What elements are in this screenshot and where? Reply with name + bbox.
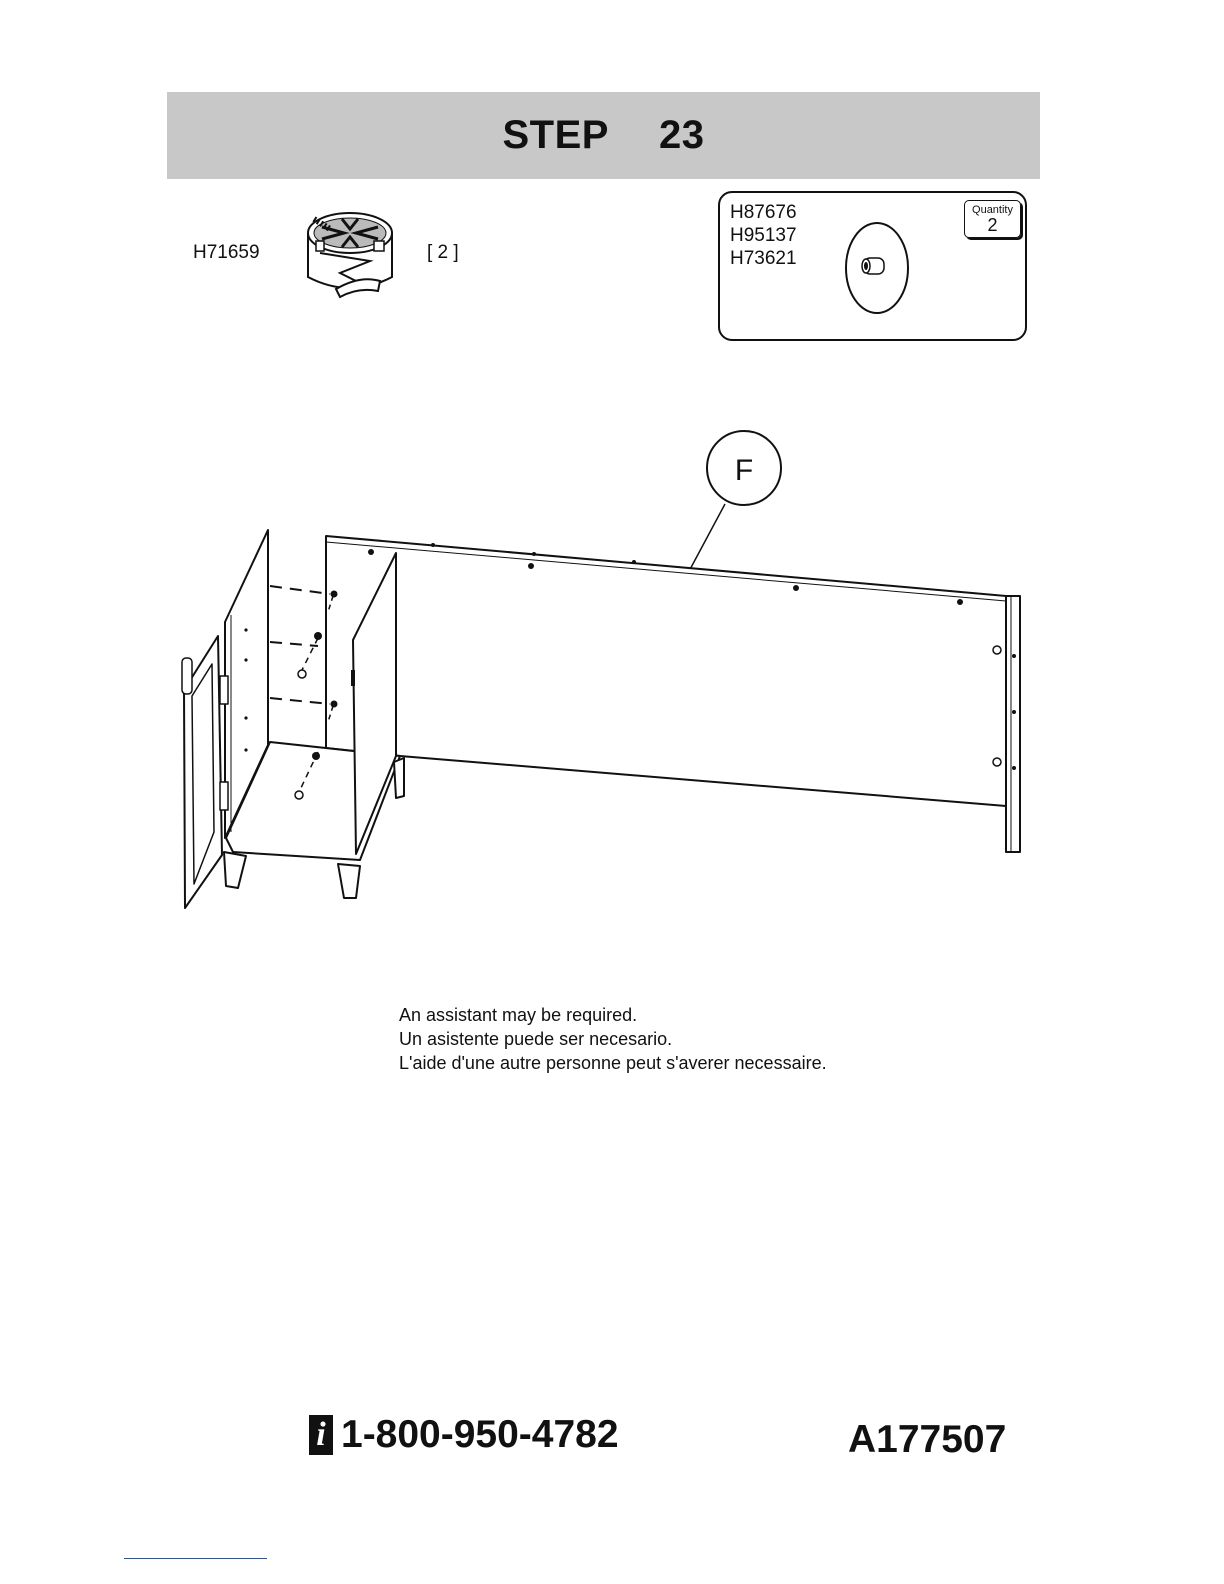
model-number: A177507 [848,1418,1007,1461]
note-english: An assistant may be required. [399,1005,638,1025]
leg [394,758,404,798]
end-panel [1006,596,1020,852]
note-french: L'aide d'une autre personne peut s'averer necessaire. [399,1053,827,1073]
leg [338,864,360,898]
box-code: H95137 [730,225,797,246]
note-spanish: Un asistente puede ser necesario. [399,1029,673,1049]
quantity-value: 2 [987,215,998,235]
cam-lock-quantity: [ 2 ] [427,242,459,263]
step-number: 23 [658,113,705,157]
info-icon: i [309,1415,333,1455]
quantity-label: Quantity [972,204,1013,216]
bottom-rule [124,1558,267,1559]
panel-label: F [734,454,754,487]
leg [224,852,246,888]
assistant-notes [399,1003,827,1075]
box-code: H73621 [730,248,797,269]
box-code: H87676 [730,202,797,223]
back-panel [326,536,1006,806]
cam-lock-code: H71659 [193,242,260,263]
step-label: STEP [502,113,609,157]
help-phone [309,1413,619,1457]
phone-number: 1-800-950-4782 [341,1413,619,1456]
